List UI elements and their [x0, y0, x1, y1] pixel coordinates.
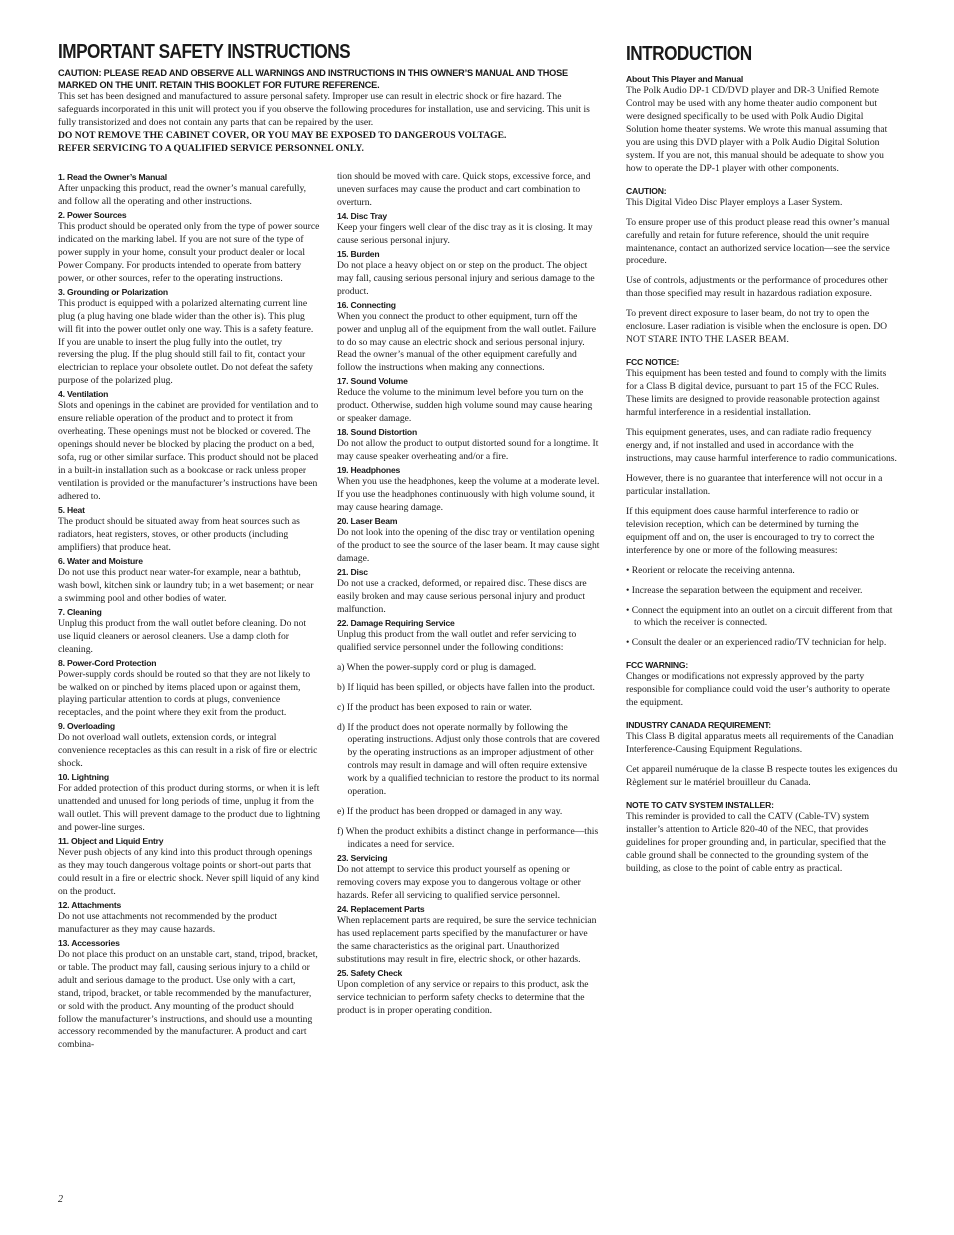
item-text: The product should be situated away from heat sources such as radiators, heat registers, stoves, or other products (including amplifiers) that produce heat. — [58, 515, 300, 553]
safety-caution: CAUTION: PLEASE READ AND OBSERVE ALL WARNINGS AND INSTRUCTIONS IN THIS OWNER’S MANUAL AND THOSE MARKED ON THE UNIT. RETAIN THIS BOOKLET FOR FUTURE REFERENCE. — [58, 68, 568, 90]
safety-item — [337, 248, 601, 299]
safety-title: IMPORTANT SAFETY INSTRUCTIONS — [58, 41, 351, 63]
safety-item — [58, 835, 320, 899]
safety-lead-block — [58, 67, 600, 156]
service-condition: a) When the power-supply cord or plug is damaged. — [337, 661, 537, 673]
item-heading: 6. Water and Moisture — [58, 555, 143, 566]
service-condition: e) If the product has been dropped or damaged in any way. — [337, 806, 563, 818]
item-heading: 15. Burden — [337, 248, 380, 259]
safety-item — [337, 967, 601, 1018]
item-heading: 2. Power Sources — [58, 209, 127, 220]
fcc-measure: • Increase the separation between the equipment and receiver. — [626, 584, 863, 596]
item-text: Never push objects of any kind into this product through openings as they may touch dangerous voltage points or short-out parts that could result in a fire or electric shock. Never spill liquid of any kind on the product. — [58, 847, 320, 897]
item-text: Do not look into the opening of the disc tray or ventilation opening of the product to see the source of the laser beam. It may cause sight damage. — [337, 527, 600, 564]
item-text: When you use the headphones, keep the volume at a moderate level. If you use the headphones continuously with high volume sound, it may cause hearing damage. — [337, 476, 600, 514]
item-text: This product is equipped with a polarized alternating current line plug (a plug having one blade wider than the other is). This plug will fit into the power outlet only one way. This is a safety feature. If you are unable to insert the plug fully into the outlet, try reversing the plug. If the plug should still fail to fit, contact your electrician to replace your obsolete outlet. Do not defeat the safety purpose of the polarized plug. — [58, 297, 314, 387]
item-heading: 16. Connecting — [337, 299, 396, 310]
safety-item — [58, 209, 320, 286]
item-heading: 3. Grounding or Polarization — [58, 286, 168, 297]
introduction-column — [626, 73, 898, 876]
continuation-text: tion should be moved with care. Quick stops, excessive force, and uneven surfaces may cause the product and cart combination to overturn. — [337, 171, 591, 208]
item-heading: 22. Damage Requiring Service — [337, 617, 455, 628]
safety-item — [337, 903, 601, 967]
fcc-paragraph: If this equipment does cause harmful interference to radio or television reception, which can be determined by turning the equipment off and on, the user is encouraged to try to correct the interference by one or more of the following measures: — [626, 505, 875, 556]
service-condition: d) If the product does not operate normally by following the operating instructions. Adjust only those controls that are covered by the operating instructions as an improper adjustment of other controls may result in damage and will often require extensive work by a qualified technician to restore the product to its normal operation. — [337, 721, 600, 798]
item-text: After unpacking this product, read the owner’s manual carefully, and follow all the operating and other instructions. — [58, 183, 307, 207]
safety-item — [58, 771, 320, 835]
item-text: For added protection of this product during storms, or when it is left unattended and unused for long periods of time, unplug it from the wall outlet. This will prevent damage to the product due to lightning and power-line surges. — [58, 783, 321, 834]
item-heading: 19. Headphones — [337, 465, 401, 476]
item-text: Do not place this product on an unstable cart, stand, tripod, bracket, or table. The product may fall, causing serious injury to a child or adult and serious damage to the product. Use only with a cart, stand, tripod, bracket, or table recommended by the manufacturer, or sold with the product. Any mounting of the product should follow the manufacturer’s instructions, and should use a mounting accessory recommended by the manufacturer. A product and cart combina- — [58, 948, 318, 1051]
item-heading: 20. Laser Beam — [337, 516, 398, 527]
caution-paragraph: This Digital Video Disc Player employs a Laser System. — [626, 196, 843, 208]
safety-item — [58, 720, 320, 771]
about-heading: About This Player and Manual — [626, 74, 744, 84]
item-text: Do not use a cracked, deformed, or repaired disc. These discs are easily broken and may cause serious personal injury and product malfunction. — [337, 577, 587, 615]
item-heading: 24. Replacement Parts — [337, 903, 425, 914]
item-heading: 5. Heat — [58, 504, 85, 515]
fcc-paragraph: This equipment has been tested and found to comply with the limits for a Class B digital device, pursuant to part 15 of the FCC Rules. These limits are designed to provide reasonable protection against harmful interference in a residential installation. — [626, 368, 887, 419]
industry-canada-paragraph: Cet appareil numéruque de la classe B respecte toutes les exigences du Règlement sur le matériel brouilleur du Canada. — [626, 764, 898, 789]
service-condition: c) If the product has been exposed to rain or water. — [337, 701, 532, 713]
service-condition: f) When the product exhibits a distinct change in performance—this indicates a need for service. — [337, 826, 599, 851]
item-text: Do not place a heavy object on or step on the product. The object may fall, causing serious personal injury and serious damage to the product. — [337, 259, 595, 297]
safety-item — [337, 852, 601, 903]
safety-item — [58, 937, 320, 1053]
industry-canada-paragraph: This Class B digital apparatus meets all requirements of the Canadian Interference-Causing Equipment Regulations. — [626, 731, 894, 756]
safety-column-2 — [337, 171, 601, 1018]
item-heading: 17. Sound Volume — [337, 376, 408, 387]
safety-item — [58, 899, 320, 937]
item-text: This product should be operated only from the type of power source indicated on the marking label. If you are not sure of the type of power supply in your home, consult your product dealer or local Power Company. For products intended to operate from battery power, or other sources, refer to the operating instructions. — [58, 220, 320, 284]
item-heading: 14. Disc Tray — [337, 210, 387, 221]
item-text: Unplug this product from the wall outlet and refer servicing to qualified service personnel under the following conditions: — [337, 628, 577, 653]
item-heading: 21. Disc — [337, 566, 368, 577]
item-text: Do not overload wall outlets, extension cords, or integral convenience receptacles as this can result in a risk of fire or electric shock. — [58, 732, 318, 770]
item-text: Keep your fingers well clear of the disc tray as it is closing. It may cause serious personal injury. — [337, 221, 593, 246]
fcc-warning-text: Changes or modifications not expressly approved by the party responsible for compliance could void the user’s authority to operate the equipment. — [626, 671, 890, 709]
item-text: Unplug this product from the wall outlet before cleaning. Do not use liquid cleaners or aerosol cleaners. Use a damp cloth for cleaning. — [58, 617, 307, 655]
item-text: Do not use this product near water-for example, near a bathtub, wash bowl, kitchen sink or laundry tub; in a wet basement; or near a swimming pool and other bodies of water. — [58, 566, 314, 604]
item-heading: 9. Overloading — [58, 721, 115, 732]
fcc-paragraph: However, there is no guarantee that interference will not occur in a particular installation. — [626, 472, 883, 497]
safety-item — [337, 299, 601, 376]
item-heading: 23. Servicing — [337, 853, 388, 864]
item-text: Slots and openings in the cabinet are provided for ventilation and to ensure reliable operation of the product and to protect it from overheating. These openings must not be blocked or covered. The openings should never be blocked by placing the product on a bed, sofa, rug or other similar surface. This product should not be placed in a built-in installation such as a bookcase or rack unless proper ventilation is provided or the manufacturer’s instructions have been adhered to. — [58, 400, 319, 503]
catv-text: This reminder is provided to call the CATV (Cable-TV) system installer’s attention to Article 820-40 of the NEC, that provides guidelines for proper grounding and, in particular, specified that the cable ground shall be connected to the grounding system of the building, as close to the point of cable entry as practical. — [626, 811, 886, 874]
item-heading: 8. Power-Cord Protection — [58, 657, 157, 668]
item-heading: 10. Lightning — [58, 772, 109, 783]
item-heading: 18. Sound Distortion — [337, 427, 418, 438]
safety-item — [58, 388, 320, 504]
item-heading: 4. Ventilation — [58, 389, 109, 400]
safety-item — [337, 566, 601, 617]
safety-item — [58, 504, 320, 555]
fcc-measure: • Reorient or relocate the receiving antenna. — [626, 564, 795, 576]
caution-heading: CAUTION: — [626, 185, 667, 196]
safety-item — [58, 555, 320, 606]
fcc-measure: • Consult the dealer or an experienced radio/TV technician for help. — [626, 637, 887, 649]
item-text: Do not allow the product to output distorted sound for a longtime. It may cause speaker overheating and/or a fire. — [337, 438, 599, 463]
catv-heading: NOTE TO CATV SYSTEM INSTALLER: — [626, 800, 774, 811]
item-text: Upon completion of any service or repairs to this product, ask the service technician to perform safety checks to determine that the product is in proper operating condition. — [337, 978, 589, 1016]
safety-item — [337, 515, 601, 566]
safety-item — [58, 657, 320, 721]
item-heading: 11. Object and Liquid Entry — [58, 836, 164, 847]
safety-item — [337, 617, 601, 852]
fcc-warning-heading: FCC WARNING: — [626, 660, 689, 671]
item-text: Do not use attachments not recommended by the product manufacturer as they may cause hazards. — [58, 910, 277, 935]
page-number: 2 — [58, 1194, 63, 1205]
item-heading: 13. Accessories — [58, 937, 120, 948]
introduction-title: INTRODUCTION — [626, 43, 752, 65]
safety-item — [337, 464, 601, 515]
safety-item — [58, 171, 320, 209]
safety-item — [337, 426, 601, 464]
caution-paragraph: To ensure proper use of this product please read this owner’s manual carefully and retain for future reference, should the unit require maintenance, contact an authorized service location—see the service procedure. — [626, 216, 890, 267]
item-text: When you connect the product to other equipment, turn off the power and unplug all of the equipment from the wall outlet. Failure to do so may cause an electric shock and serious personal injury. Read the owner’s manual of the other equipment carefully and follow the instructions when making any connections. — [337, 310, 596, 374]
safety-warning-line2: REFER SERVICING TO A QUALIFIED SERVICE PERSONNEL ONLY. — [58, 142, 364, 154]
item-text: When replacement parts are required, be sure the service technician has used replacement parts specified by the manufacturer or have the same characteristics as the original part. Unauthorized substitutions may result in fire, electric shock, or other hazards. — [337, 914, 597, 965]
item-heading: 1. Read the Owner’s Manual — [58, 172, 167, 182]
safety-intro: This set has been designed and manufactured to assure personal safety. Improper use can result in electric shock or fire hazard. The safeguards incorporated in this unit will protect you if you observe the following procedures for installation, use and servicing. This unit is fully transistorized and does not contain any parts that can be repaired by the user. — [58, 91, 590, 128]
industry-canada-heading: INDUSTRY CANADA REQUIREMENT: — [626, 720, 771, 731]
item-text: Power-supply cords should be routed so that they are not likely to be walked on or pinched by items placed upon or against them, playing particular attention to cords at plugs, convenience receptacles, and the point where they exit from the product. — [58, 668, 311, 719]
safety-item — [337, 210, 601, 248]
item-text: Reduce the volume to the minimum level before you turn on the product. Otherwise, sudden high volume sound may cause hearing or speaker damage. — [337, 387, 593, 425]
safety-item — [58, 606, 320, 657]
safety-item — [337, 375, 601, 426]
fcc-paragraph: This equipment generates, uses, and can radiate radio frequency energy and, if not installed and used in accordance with the instructions, may cause harmful interference to radio communications. — [626, 427, 897, 464]
service-condition: b) If liquid has been spilled, or objects have fallen into the product. — [337, 681, 595, 693]
item-heading: 12. Attachments — [58, 899, 122, 910]
about-text: The Polk Audio DP-1 CD/DVD player and DR-3 Unified Remote Control may be used with any home theater audio component but were designed specifically to be used with Polk Audio Digital Solution home theater systems. We wrote this manual assuming that you are using this DVD player with a Polk Audio Digital Solution system. If you are not, this manual should be adequate to show you how to operate the DP-1 player with other components. — [626, 85, 888, 174]
fcc-notice-heading: FCC NOTICE: — [626, 357, 680, 368]
item-text: Do not attempt to service this product yourself as opening or removing covers may expose you to dangerous voltage or other hazards. Refer all servicing to qualified service personnel. — [337, 864, 581, 901]
item-heading: 25. Safety Check — [337, 967, 403, 978]
caution-paragraph: Use of controls, adjustments or the performance of procedures other than those specified may result in hazardous radiation exposure. — [626, 275, 888, 300]
safety-column-1 — [58, 171, 320, 1052]
item-heading: 7. Cleaning — [58, 606, 102, 617]
safety-warning-line1: DO NOT REMOVE THE CABINET COVER, OR YOU MAY BE EXPOSED TO DANGEROUS VOLTAGE. — [58, 129, 507, 141]
safety-item — [58, 286, 320, 389]
caution-paragraph: To prevent direct exposure to laser beam, do not try to open the enclosure. Laser radiation is visible when the enclosure is open. DO NOT STARE INTO THE LASER BEAM. — [626, 308, 888, 346]
fcc-measure: • Connect the equipment into an outlet on a circuit different from that to which the receiver is connected. — [626, 604, 893, 629]
